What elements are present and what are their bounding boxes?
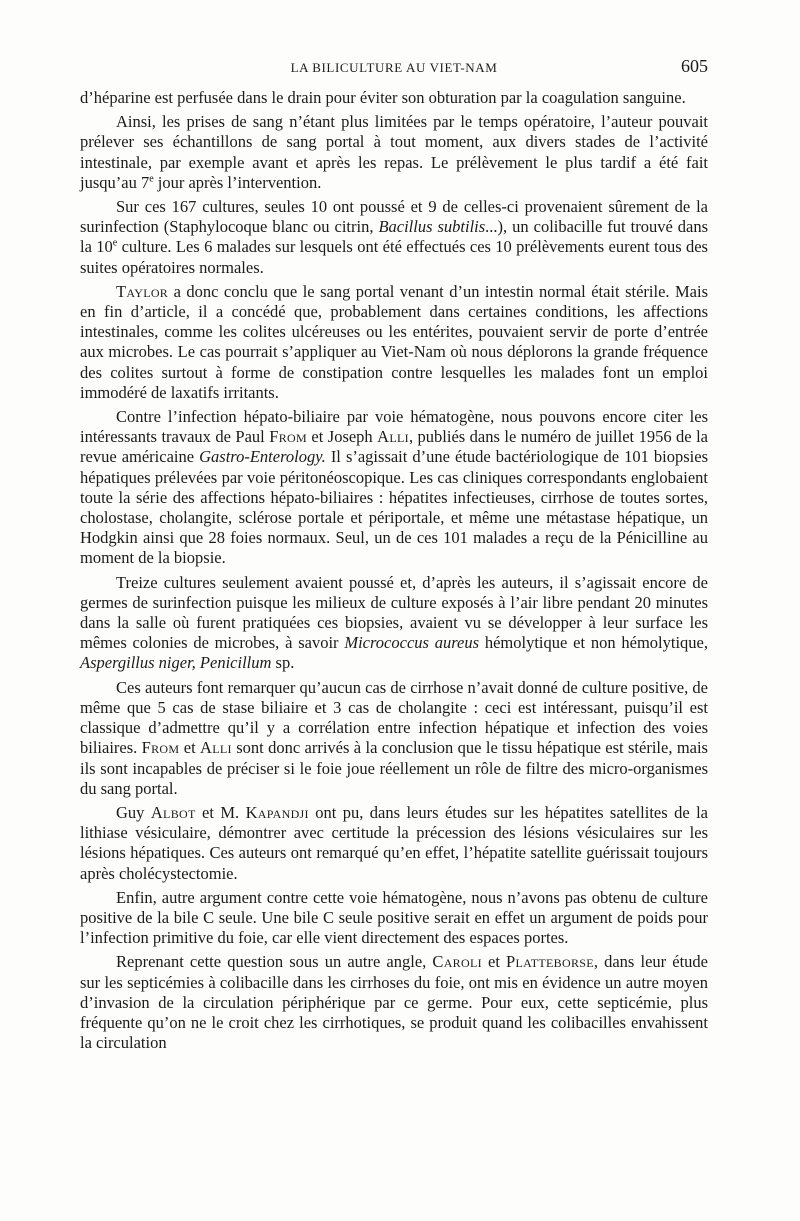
paragraph-text: ...), un colibacille fut trouvé dans la 10 [80, 217, 708, 257]
page-number: 605 [681, 56, 708, 76]
running-header [80, 56, 708, 80]
header-title: LA BILICULTURE AU VIET-NAM [290, 60, 498, 75]
paragraph-2 [80, 112, 708, 193]
paragraph-text: culture. Les 6 malades sur lesquels ont été effectués ces 10 prélèvements eurent tous des suites opératoires normales. [80, 237, 708, 277]
paragraph-text: Guy [116, 802, 151, 822]
paragraph-text: sont donc arrivés à la conclusion que le tissu hépatique est stérile, mais ils sont incapables de préciser si le foie joue réellement un rôle de filtre des micro-organismes du sang portal. [80, 738, 708, 798]
paragraph-text: Treize cultures seulement avaient poussé et, d’après les auteurs, il s’agissait encore de germes de surinfection puisque les milieux de culture exposés à l’air libre pendant 20 minutes dans la salle où furent pratiquées ces biopsies, avaient vu se développer à leur surface les mêmes colonies de microbes, à savoir [80, 572, 708, 653]
paragraph-text: a donc conclu que le sang portal venant d’un intestin normal était stérile. Mais en fin d’article, il a concédé que, probablement dans certaines conditions, les affections intestinales, comme les colites ulcéreuses ou les entérites, pouvaient servir de porte d’entrée aux microbes. Le cas pourrait s’appliquer au Viet-Nam où nous déplorons la grande fréquence des colites surtout à forme de constipation contre lesquelles les malades font un emploi immodéré de laxatifs irritants. [80, 281, 708, 402]
author-name: From [141, 738, 180, 758]
author-name: Taylor [116, 281, 169, 301]
paragraph-text: Il s’agissait d’une étude bactériologique de 101 biopsies hépatiques prélevées par voie péritonéoscopique. Les cas cliniques correspondants englobaient toute la série des affections hépato-biliaires : hépatites infectieuses, cirrhose de toutes sortes, cholostase, cholangite, sclérose portale et périportale, et même une métastase hépatique, un Hodgkin ainsi que 28 foies normaux. Seul, un de ces 101 malades a reçu de la Pénicilline au moment de la biopsie. [80, 447, 708, 568]
paragraph-8 [80, 803, 708, 884]
paragraph-text: Sur ces 167 cultures, seules 10 ont poussé et 9 de celles-ci provenaient sûrement de la surinfection (Staphylocoque blanc ou citrin, [80, 197, 708, 237]
paragraph-text: et [179, 738, 201, 758]
paragraph-text: et M. [195, 802, 246, 822]
author-name: Caroli [432, 952, 482, 972]
paragraph-3 [80, 197, 708, 278]
author-name: Alli [377, 427, 409, 447]
paragraph-text: d’héparine est perfusée dans le drain pour éviter son obturation par la coagulation sanguine. [80, 88, 686, 107]
species-name: Micrococcus aureus [344, 633, 480, 653]
paragraph-text: Enfin, autre argument contre cette voie hématogène, nous n’avons pas obtenu de culture positive de la bile C seule. Une bile C seule positive serait en effet un argument de poids pour l’infection primitive du foie, car elle vient directement des espaces portes. [80, 887, 708, 948]
paragraph-7 [80, 678, 708, 799]
author-name: Kapandji [245, 802, 309, 822]
paragraph-text: , dans leur étude sur les septicémies à colibacille dans les cirrhoses du foie, ont mis en évidence un autre moyen d’invasion de la circulation périphérique par ce germe. Pour eux, cette septicémie, plus fréquente qu’on ne le croit chez les cirrhotiques, se produit quand les colibacilles envahissent la circulation [80, 952, 708, 1053]
paragraph-text: hémolytique et non hémolytique, [479, 633, 708, 653]
superscript: e [112, 237, 118, 249]
paragraph-text: sp. [271, 653, 295, 673]
paragraph-text: Ainsi, les prises de sang n’étant plus limitées par le temps opératoire, l’auteur pouvait prélever ses échantillons de sang portal à tout moment, aux divers stades de l’activité intestinale, par exemple avant et après les repas. Le prélèvement le plus tardif a été fait jusqu’au 7 [80, 112, 708, 192]
author-name: Platteborse [506, 952, 594, 972]
superscript: e [149, 173, 154, 185]
paragraph-text: Reprenant cette question sous un autre angle, [116, 952, 433, 972]
paragraph-1 [80, 88, 708, 108]
journal-name: Gastro-Enterology. [199, 447, 326, 467]
paragraph-6 [80, 573, 708, 674]
species-name: Bacillus subtilis [378, 217, 486, 237]
body-text [80, 88, 708, 1057]
author-name: From [269, 427, 307, 447]
paragraph-text: et Joseph [306, 427, 378, 447]
paragraph-5 [80, 407, 708, 569]
paragraph-9 [80, 888, 708, 949]
species-name: Aspergillus niger, Penicillum [80, 653, 272, 673]
paragraph-text: Contre l’infection hépato-biliaire par voie hématogène, nous pouvons encore citer les intéressants travaux de Paul [80, 407, 708, 447]
paragraph-4 [80, 282, 708, 403]
author-name: Alli [200, 738, 232, 758]
paragraph-text: et [481, 952, 507, 972]
paragraph-10 [80, 952, 708, 1053]
author-name: Albot [150, 802, 196, 822]
paragraph-text: , publiés dans le numéro de juillet 1956 de la revue américaine [80, 427, 708, 467]
paragraph-text: jour après l’intervention. [153, 172, 322, 192]
paragraph-text: Ces auteurs font remarquer qu’aucun cas de cirrhose n’avait donné de culture positive, de même que 5 cas de stase biliaire et 3 cas de cholangite : ceci est intéressant, puisqu’il est classique d’admettre qu’il y a corrélation entre infection hépatique et infection des voies biliaires. [80, 677, 708, 758]
paragraph-text: ont pu, dans leurs études sur les hépatites satellites de la lithiase vésiculaire, démontrer avec certitude la précession des lésions vésiculaires sur les lésions hépatiques. Ces auteurs ont remarqué qu’en effet, l’hépatite satellite guérissait toujours après cholécystectomie. [80, 802, 708, 883]
